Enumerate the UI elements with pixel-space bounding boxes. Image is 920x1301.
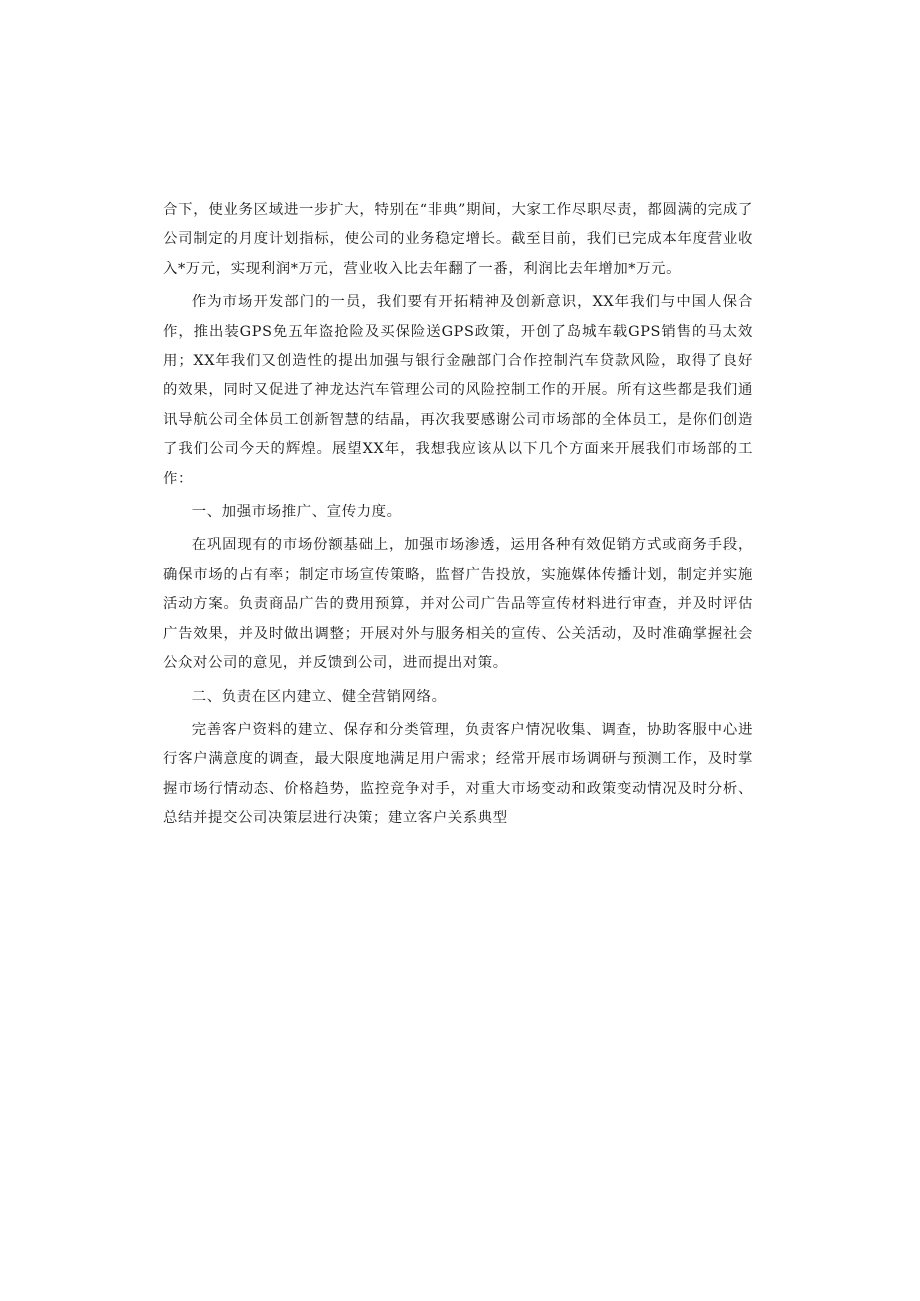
document-page <box>163 196 753 838</box>
section-heading-promotion: 一、加强市场推广、宣传力度。 <box>191 504 402 521</box>
paragraph-promotion-body: 在巩固现有的市场份额基础上，加强市场渗透，运用各种有效促销方式或商务手段，确保市场的占有率；制定市场宣传策略，监督广告投放，实施媒体传播计划，制定并实施活动方案。负责商品广告的费用预算，并对公司广告品等宣传材料进行审查，并及时评估广告效果，并及时做出调整；开展对外与服务相关的宣传、公关活动，及时准确掌握社会公众对公司的意见，并反馈到公司，进而提出对策。 <box>163 537 753 672</box>
paragraph-network-body: 完善客户资料的建立、保存和分类管理，负责客户情况收集、调查，协助客服中心进行客户满意度的调查，最大限度地满足用户需求；经常开展市场调研与预测工作，及时掌握市场行情动态、价格趋势，监控竞争对手，对重大市场变动和政策变动情况及时分析、总结并提交公司决策层进行决策；建立客户关系典型 <box>163 721 753 827</box>
section-heading-network: 二、负责在区内建立、健全营销网络。 <box>191 688 447 705</box>
paragraph-continuation: 合下，使业务区域进一步扩大，特别在“非典”期间，大家工作尽职尽责，都圆满的完成了公司制定的月度计划指标，使公司的业务稳定增长。截至目前，我们已完成本年度营业收入*万元，实现利润*万元，营业收入比去年翻了一番，利润比去年增加*万元。 <box>163 202 753 277</box>
paragraph-market-development: 作为市场开发部门的一员，我们要有开拓精神及创新意识，XX年我们与中国人保合作，推出装GPS免五年盗抢险及买保险送GPS政策，开创了岛城车载GPS销售的马太效用；XX年我们又创造性的提出加强与银行金融部门合作控制汽车贷款风险，取得了良好的效果，同时又促进了神龙达汽车管理公司的风险控制工作的开展。所有这些都是我们通讯导航公司全体员工创新智慧的结晶，再次我要感谢公司市场部的全体员工，是你们创造了我们公司今天的辉煌。展望XX年，我想我应该从以下几个方面来开展我们市场部的工作： <box>163 294 753 487</box>
